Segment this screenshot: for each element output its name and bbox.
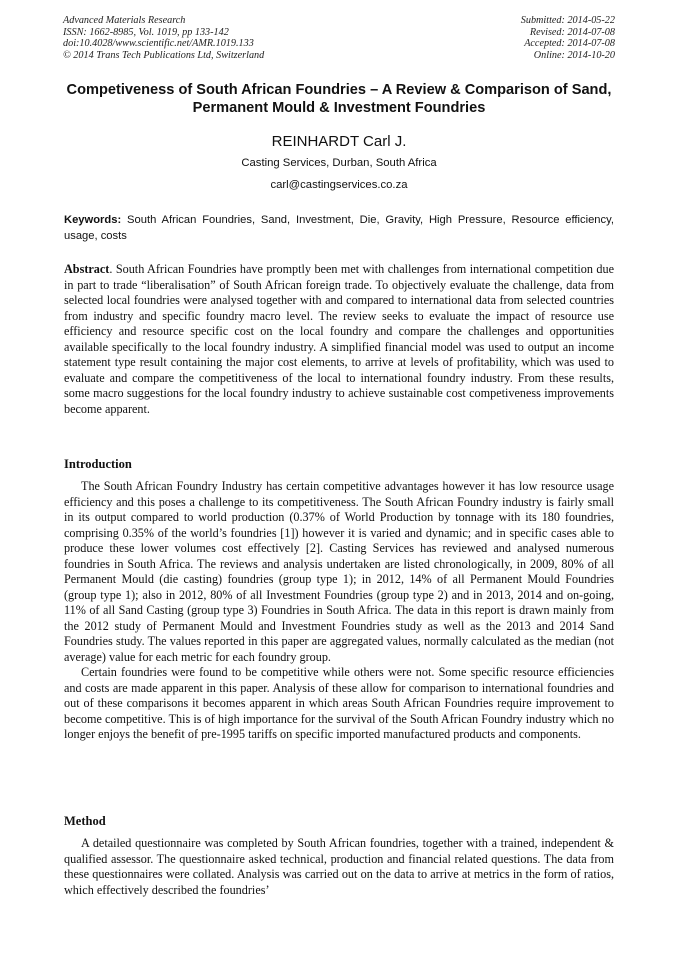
method-heading: Method — [64, 814, 106, 828]
author-affiliation: Casting Services, Durban, South Africa — [241, 157, 437, 169]
introduction-paragraph-2: Certain foundries were found to be competitive while others were not. Some specific resource efficiencies and costs are made apparent in this paper. Analysis of these allow for comparison to international foundries and out of these comparisons it becomes apparent in which areas South African Foundries require improvement to become competitive. This is of high importance for the survival of the South African Foundry industry which no longer enjoys the benefit of pre-1995 tariffs on specific imported manufactured products and components. — [64, 665, 614, 741]
keywords-label: Keywords: — [64, 214, 122, 226]
journal-name: Advanced Materials Research — [63, 15, 186, 26]
introduction-section — [64, 479, 614, 743]
abstract-block — [64, 262, 614, 417]
introduction-paragraph-1: The South African Foundry Industry has certain competitive advantages however it has low resource usage efficiency and this poses a challenge to its competitiveness. The South African Foundry industry is fairly small in its output compared to world production (0.37% of World Production by tonnage with its 180 foundries, comprising 0.35% of the world’s foundries [1]) however it is varied and dynamic; and in specific cases able to produce these lower volumes cost effectively [2]. Casting Services has reviewed and analysed numerous foundries in South Africa. The reviews and analysis undertaken are listed chronologically, in 2009, 80% of all Permanent Mould (die casting) foundries (group type 1); in 2012, 14% of all Permanent Mould Foundries (group type 1); also in 2012, 80% of all Investment Foundries (group type 2) and in 2013, 2014 and on-going, 11% of all Sand Casting (group type 3) Foundries in South Africa. The data in this report is drawn mainly from the 2012 study of Permanent Mould and Investment Foundries study as well as the 2013 and 2014 Sand Foundries study. The values reported in this paper are aggregated values, normally calculated as the median (not average) value for each metric for each foundry group. — [64, 479, 614, 664]
introduction-heading: Introduction — [64, 457, 132, 471]
copyright-line: © 2014 Trans Tech Publications Ltd, Switzerland — [63, 49, 265, 61]
abstract-text: . South African Foundries have promptly been met with challenges from international competition due in part to trade “liberalisation” of South African foreign trade. To objectively evaluate the challenge, data from selected local foundries were analysed together with and compared to international data from selected countries from industry and specific foundry macro level. The review seeks to evaluate the impact of resource use efficiency and resource specific cost on the local foundry and compare the challenges and opportunities available specifically to the local foundry industry. A simplified financial model was used to output an income statement type result containing the major cost elements, to arrive at levels of profitability, which was used to evaluate and compare the competitiveness of the local to international foundry industry. From these results, some macro suggestions for the local foundry industry to achieve sustainable cost competiveness improvements become apparent. — [64, 262, 614, 416]
author-name: REINHARDT Carl J. — [271, 133, 407, 150]
abstract-label: Abstract — [64, 262, 110, 276]
journal-header-left — [63, 15, 264, 61]
method-paragraph-1: A detailed questionnaire was completed by South African foundries, together with a trained, independent & qualified assessor. The questionnaire asked technical, production and financial related questions. The data from these questionnaires were collated. Analysis was carried out on the data to arrive at metrics in the form of ratios, which effectively described the foundries’ — [64, 836, 614, 897]
online-date: Online: 2014-10-20 — [533, 49, 615, 61]
paper-title: Competiveness of South African Foundries – A Review & Comparison of Sand, Permanent Mould & Investment Foundries — [66, 82, 612, 116]
journal-header-right — [521, 15, 615, 61]
submitted-date: Submitted: 2014-05-22 — [520, 15, 615, 26]
author-email: carl@castingservices.co.za — [270, 179, 408, 191]
accepted-date: Accepted: 2014-07-08 — [524, 38, 615, 49]
keywords-block — [64, 212, 614, 244]
revised-date: Revised: 2014-07-08 — [529, 26, 615, 38]
doi-line: doi:10.4028/www.scientific.net/AMR.1019.133 — [63, 38, 254, 49]
method-section — [64, 836, 614, 898]
keywords-text: South African Foundries, Sand, Investment, Die, Gravity, High Pressure, Resource efficiency, usage, costs — [64, 214, 614, 242]
issn-line: ISSN: 1662-8985, Vol. 1019, pp 133-142 — [63, 26, 229, 38]
